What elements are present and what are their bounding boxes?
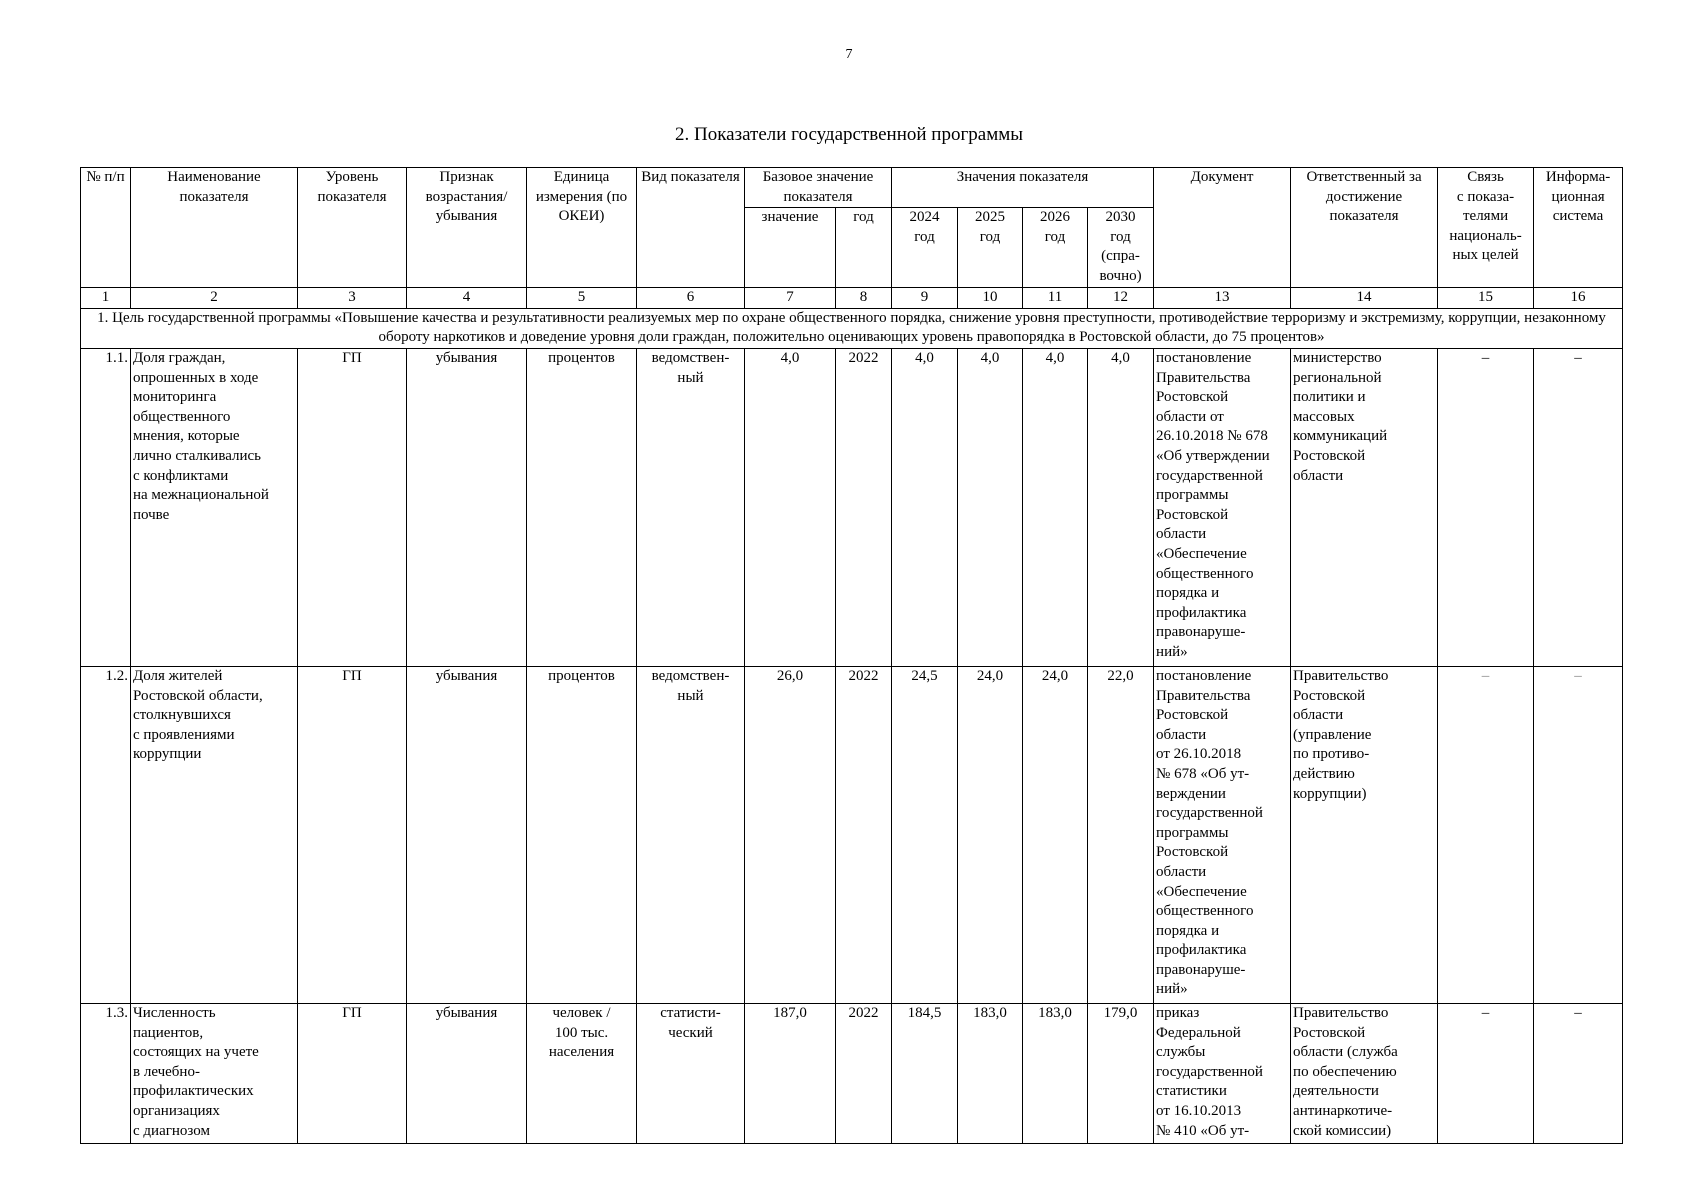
value-2030: 4,0 (1088, 348, 1154, 666)
column-number: 3 (298, 288, 407, 309)
column-number: 1 (81, 288, 131, 309)
header-kind: Вид показателя (637, 168, 745, 288)
column-number: 13 (1154, 288, 1291, 309)
indicator-kind: ведомствен- ный (637, 666, 745, 1003)
row-number: 1.1. (81, 348, 131, 666)
value-2026: 24,0 (1023, 666, 1088, 1003)
base-year: 2022 (836, 348, 892, 666)
value-2024: 4,0 (892, 348, 958, 666)
header-2030: 2030 год (спра- вочно) (1088, 208, 1154, 288)
document: постановление Правительства Ростовской области от 26.10.2018 № 678 «Об утверждении государственной программы Ростовской области «Обеспечение общественного порядка и профилактика правонаруше- ний» (1154, 348, 1291, 666)
column-number: 14 (1291, 288, 1438, 309)
table-row (81, 1003, 1623, 1143)
column-number: 7 (745, 288, 836, 309)
column-number: 4 (407, 288, 527, 309)
column-number: 15 (1438, 288, 1534, 309)
information-system: – (1534, 666, 1623, 1003)
header-unit: Единица измерения (по ОКЕИ) (527, 168, 637, 288)
row-number: 1.3. (81, 1003, 131, 1143)
indicator-unit: человек / 100 тыс. населения (527, 1003, 637, 1143)
header-name: Наименование показателя (131, 168, 298, 288)
column-number: 12 (1088, 288, 1154, 309)
column-number: 8 (836, 288, 892, 309)
value-2030: 22,0 (1088, 666, 1154, 1003)
value-2025: 183,0 (958, 1003, 1023, 1143)
indicator-unit: процентов (527, 666, 637, 1003)
column-number: 5 (527, 288, 637, 309)
header-values: Значения показателя (892, 168, 1154, 208)
indicator-name: Доля жителей Ростовской области, столкнувшихся с проявлениями коррупции (131, 666, 298, 1003)
header-sign: Признак возрастания/ убывания (407, 168, 527, 288)
header-2025: 2025 год (958, 208, 1023, 288)
column-numbers-row (81, 288, 1623, 309)
table-row (81, 666, 1623, 1003)
responsible: министерство региональной политики и массовых коммуникаций Ростовской области (1291, 348, 1438, 666)
responsible: Правительство Ростовской области (управление по противо- действию коррупции) (1291, 666, 1438, 1003)
header-row-1 (81, 168, 1623, 188)
indicator-sign: убывания (407, 1003, 527, 1143)
page-number: 7 (845, 47, 853, 62)
header-base-year: год (836, 208, 892, 288)
value-2026: 183,0 (1023, 1003, 1088, 1143)
base-value: 187,0 (745, 1003, 836, 1143)
header-2024: 2024 год (892, 208, 958, 288)
indicator-kind: ведомствен- ный (637, 348, 745, 666)
value-2025: 4,0 (958, 348, 1023, 666)
value-2025: 24,0 (958, 666, 1023, 1003)
national-goals-link: – (1438, 666, 1534, 1003)
indicators-table (80, 167, 1623, 1144)
value-2030: 179,0 (1088, 1003, 1154, 1143)
information-system: – (1534, 1003, 1623, 1143)
column-number: 11 (1023, 288, 1088, 309)
header-base: Базовое значение показателя (745, 168, 892, 208)
page-title: 2. Показатели государственной программы (674, 124, 1024, 145)
national-goals-link: – (1438, 1003, 1534, 1143)
document: приказ Федеральной службы государственной статистики от 16.10.2013 № 410 «Об ут- (1154, 1003, 1291, 1143)
header-link: Связь с показа- телями националь- ных целей (1438, 168, 1534, 288)
indicator-level: ГП (298, 1003, 407, 1143)
value-2024: 24,5 (892, 666, 958, 1003)
header-base-value: значение (745, 208, 836, 288)
indicator-name: Численность пациентов, состоящих на учете в лечебно- профилактических организациях с диагнозом (131, 1003, 298, 1143)
header-document: Документ (1154, 168, 1291, 288)
indicator-unit: процентов (527, 348, 637, 666)
indicator-name: Доля граждан, опрошенных в ходе мониторинга общественного мнения, которые лично сталкивались с конфликтами на межнациональной почве (131, 348, 298, 666)
indicator-sign: убывания (407, 348, 527, 666)
indicator-kind: статисти- ческий (637, 1003, 745, 1143)
header-num: № п/п (81, 168, 131, 288)
goal-row (81, 308, 1623, 348)
column-number: 6 (637, 288, 745, 309)
column-number: 16 (1534, 288, 1623, 309)
header-responsible: Ответственный за достижение показателя (1291, 168, 1438, 288)
base-year: 2022 (836, 666, 892, 1003)
indicator-sign: убывания (407, 666, 527, 1003)
column-number: 9 (892, 288, 958, 309)
program-goal: 1. Цель государственной программы «Повышение качества и результативности реализуемых мер по охране общественного порядка, снижение уровня преступности, противодействие терроризму и экстремизму, коррупции, незаконному обороту наркотиков и доведение уровня доли граждан, положительно оценивающих уровень правопорядка в Ростовской области, до 75 процентов» (81, 308, 1623, 348)
table-row (81, 348, 1623, 666)
base-value: 26,0 (745, 666, 836, 1003)
value-2026: 4,0 (1023, 348, 1088, 666)
header-system: Информа- ционная система (1534, 168, 1623, 288)
indicator-level: ГП (298, 348, 407, 666)
header-2026: 2026 год (1023, 208, 1088, 288)
document: постановление Правительства Ростовской области от 26.10.2018 № 678 «Об ут- верждении государственной программы Ростовской области «Обеспечение общественного порядка и профилактика правонаруше- ний» (1154, 666, 1291, 1003)
row-number: 1.2. (81, 666, 131, 1003)
base-value: 4,0 (745, 348, 836, 666)
national-goals-link: – (1438, 348, 1534, 666)
column-number: 2 (131, 288, 298, 309)
base-year: 2022 (836, 1003, 892, 1143)
information-system: – (1534, 348, 1623, 666)
indicator-level: ГП (298, 666, 407, 1003)
responsible: Правительство Ростовской области (служба по обеспечению деятельности антинаркотиче- ской комиссии) (1291, 1003, 1438, 1143)
header-level: Уровень показателя (298, 168, 407, 288)
column-number: 10 (958, 288, 1023, 309)
value-2024: 184,5 (892, 1003, 958, 1143)
